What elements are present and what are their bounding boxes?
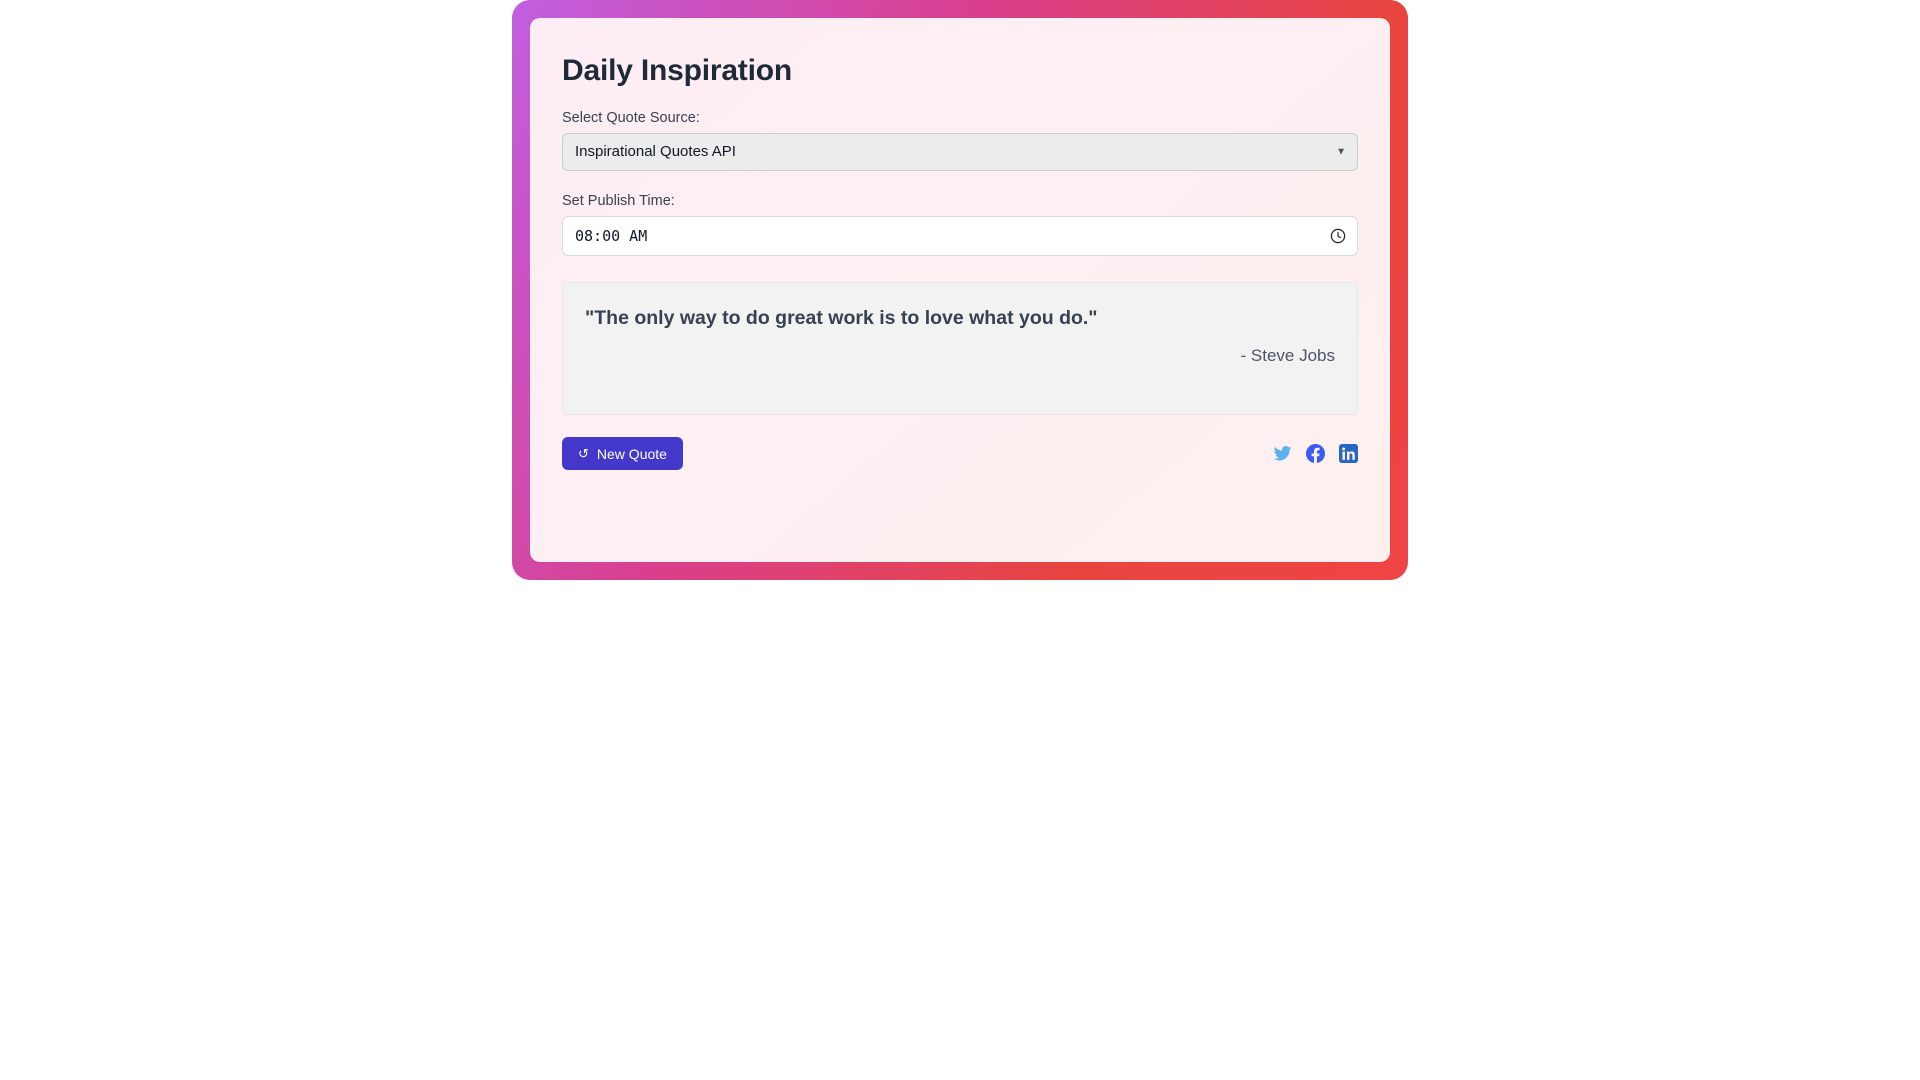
social-share-row bbox=[1273, 444, 1358, 463]
quote-display-box bbox=[562, 282, 1358, 415]
card-footer bbox=[562, 437, 1358, 470]
quote-source-label: Select Quote Source: bbox=[562, 110, 700, 126]
refresh-icon: ↺ bbox=[578, 446, 589, 461]
quote-author: - Steve Jobs bbox=[1240, 345, 1335, 365]
new-quote-button[interactable] bbox=[562, 437, 683, 470]
new-quote-button-label: New Quote bbox=[596, 445, 667, 462]
quote-text: "The only way to do great work is to love what you do." bbox=[585, 307, 1098, 329]
twitter-icon[interactable] bbox=[1273, 444, 1292, 463]
publish-time-input[interactable] bbox=[562, 216, 1358, 256]
linkedin-icon[interactable] bbox=[1339, 444, 1358, 463]
publish-time-wrapper bbox=[562, 216, 1358, 256]
page-title: Daily Inspiration bbox=[562, 54, 792, 87]
facebook-icon[interactable] bbox=[1306, 444, 1325, 463]
gradient-border-frame bbox=[512, 0, 1408, 580]
chevron-down-icon: ▼ bbox=[1336, 146, 1346, 158]
quote-source-select-wrapper bbox=[562, 133, 1358, 171]
publish-time-label: Set Publish Time: bbox=[562, 193, 675, 209]
quote-source-select[interactable] bbox=[562, 133, 1358, 171]
daily-inspiration-card bbox=[530, 18, 1390, 562]
